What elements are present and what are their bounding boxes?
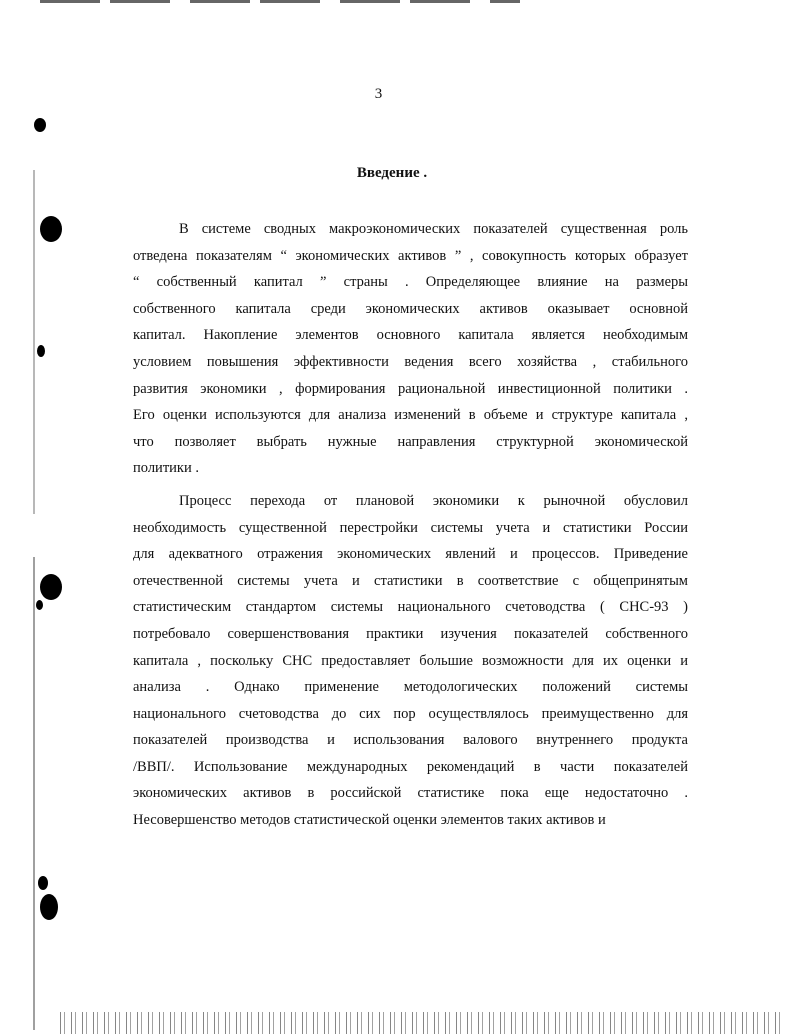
section-heading: Введение . <box>356 165 428 181</box>
text-line: /ВВП/. Использование международных рекомендаций в части показателей <box>133 758 688 775</box>
scan-margin-line <box>33 170 35 1030</box>
punch-hole-mark <box>38 876 48 890</box>
text-line: капитала , поскольку СНС предоставляет большие возможности для их оценки и <box>133 652 688 669</box>
text-line: развития экономики , формирования рациональной инвестиционной политики . <box>133 380 688 397</box>
text-line: В системе сводных макроэкономических показателей существенная роль <box>179 221 688 237</box>
text-line: капитал. Накопление элементов основного капитала является необходимым <box>133 327 688 344</box>
body-text <box>133 216 688 834</box>
text-line: Процесс перехода от плановой экономики к рыночной обусловил <box>179 492 688 509</box>
text-line: необходимость существенной перестройки системы учета и статистики России <box>133 519 688 536</box>
punch-hole-mark <box>40 894 58 920</box>
punch-hole-mark <box>40 216 62 242</box>
text-line: отведена показателям “ экономических активов ” , совокупность которых образует <box>133 247 688 264</box>
punch-hole-mark <box>37 345 45 357</box>
text-line: экономических активов в российской статистике пока еще недостаточно . <box>133 785 688 802</box>
text-line: собственного капитала среди экономических активов оказывает основной <box>133 300 688 317</box>
text-line: анализа . Однако применение методологических положений системы <box>133 679 688 696</box>
text-line: отечественной системы учета и статистики в соответствие с общепринятым <box>133 572 688 589</box>
text-line: показателей производства и использования валового внутреннего продукта <box>133 732 688 749</box>
text-line: условием повышения эффективности ведения всего хозяйства , стабильного <box>133 353 688 370</box>
scan-artifact-top <box>40 0 520 3</box>
punch-hole-mark <box>34 118 46 132</box>
page-number: 3 <box>374 86 383 102</box>
punch-hole-mark <box>40 574 62 600</box>
text-line: политики . <box>133 460 199 477</box>
text-line: Его оценки используются для анализа изменений в объеме и структуре капитала , <box>133 407 688 424</box>
paragraph <box>133 216 688 482</box>
text-line: что позволяет выбрать нужные направления структурной экономической <box>133 433 688 450</box>
text-line: “ собственный капитал ” страны . Определяющее влияние на размеры <box>133 274 688 291</box>
text-line: статистическим стандартом системы национального счетоводства ( СНС-93 ) <box>133 599 688 616</box>
scan-artifact-bottom <box>60 1012 780 1034</box>
text-line: Несовершенство методов статистической оценки элементов таких активов и <box>133 812 606 829</box>
text-line: национального счетоводства до сих пор осуществлялось преимущественно для <box>133 705 688 722</box>
paragraph <box>133 488 688 834</box>
text-line: для адекватного отражения экономических явлений и процессов. Приведение <box>133 546 688 563</box>
text-line: потребовало совершенствования практики изучения показателей собственного <box>133 625 688 642</box>
punch-hole-mark <box>36 600 43 610</box>
